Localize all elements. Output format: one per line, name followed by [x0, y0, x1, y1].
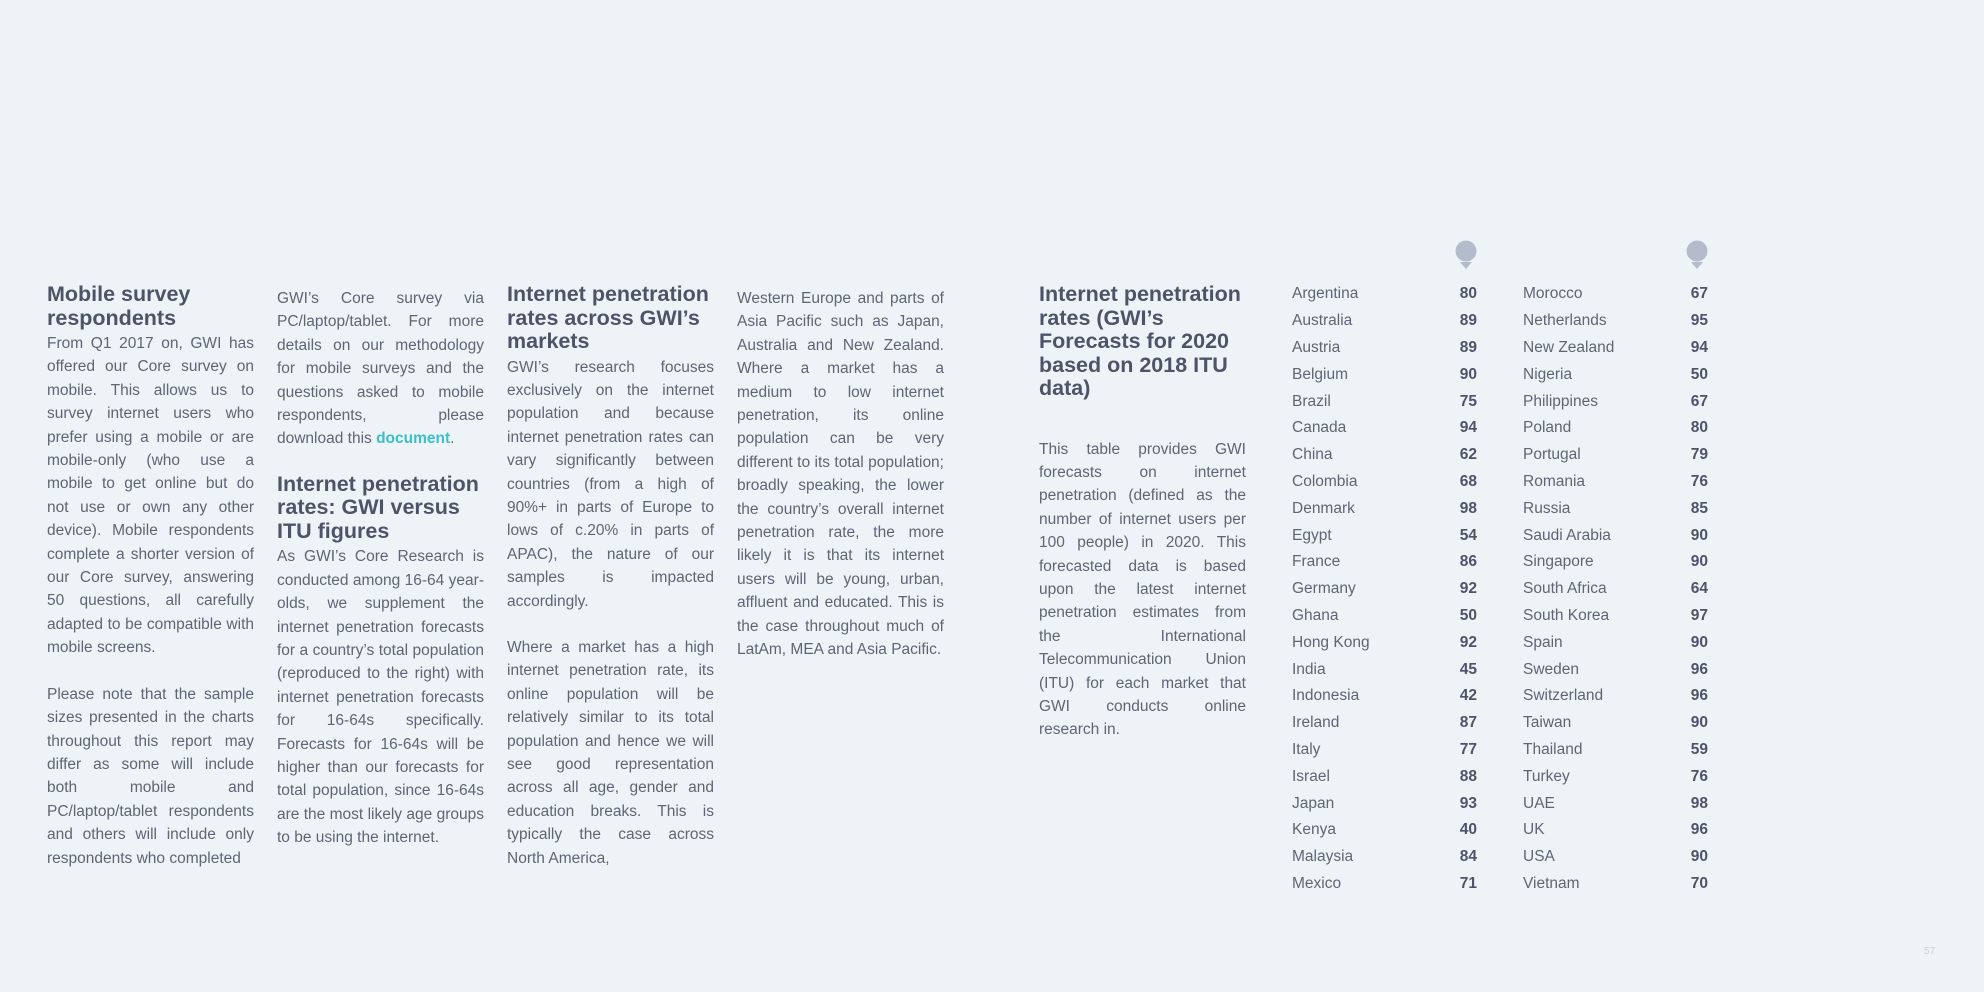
- table-row: [1523, 442, 1708, 469]
- country-name: New Zealand: [1523, 338, 1615, 356]
- penetration-value: 97: [1690, 606, 1708, 624]
- country-name: Switzerland: [1523, 687, 1604, 705]
- penetration-value: 84: [1459, 848, 1477, 866]
- penetration-value: 89: [1459, 312, 1477, 330]
- country-name: Ireland: [1292, 714, 1340, 732]
- penetration-value: 59: [1690, 740, 1708, 758]
- country-name: Australia: [1292, 312, 1353, 330]
- penetration-value: 50: [1690, 365, 1708, 383]
- table-row: [1523, 549, 1708, 576]
- country-name: UAE: [1523, 794, 1555, 812]
- table-row: [1523, 817, 1708, 844]
- table-row: [1292, 281, 1477, 308]
- penetration-value: 93: [1459, 794, 1477, 812]
- table-row: [1523, 763, 1708, 790]
- country-name: Philippines: [1523, 392, 1598, 410]
- penetration-value: 77: [1459, 740, 1477, 758]
- country-name: Malaysia: [1292, 848, 1354, 866]
- penetration-table-left: [1292, 281, 1477, 897]
- table-row: [1292, 629, 1477, 656]
- country-name: Mexico: [1292, 874, 1342, 892]
- country-name: Argentina: [1292, 285, 1359, 303]
- penetration-value: 67: [1690, 392, 1708, 410]
- table-row: [1292, 683, 1477, 710]
- country-name: Hong Kong: [1292, 633, 1370, 651]
- country-name: Denmark: [1292, 499, 1355, 517]
- penetration-value: 68: [1459, 472, 1477, 490]
- country-name: Poland: [1523, 419, 1572, 437]
- table-row: [1292, 495, 1477, 522]
- forecasts-paragraph: This table provides GWI forecasts on internet penetration (defined as the number of internet users per 100 people) in 2020. This forecasted data is based upon the latest internet penetration estimates from the International Telecommunication Union (ITU) for each market that GWI conducts online research in.: [1039, 440, 1246, 739]
- core-survey-text-end: .: [450, 430, 455, 448]
- penetration-value: 92: [1459, 633, 1477, 651]
- table-row: [1523, 281, 1708, 308]
- penetration-value: 42: [1459, 687, 1477, 705]
- penetration-value: 90: [1690, 714, 1708, 732]
- markets-paragraph-1: GWI’s research focuses exclusively on the internet population and because internet penetration rates can vary significantly between countries (from a high of 90%+ in parts of Europe to lows of c.20% in parts of APAC), the nature of our samples is impacted accordingly.: [507, 358, 714, 610]
- table-row: [1292, 388, 1477, 415]
- table-row: [1523, 683, 1708, 710]
- penetration-value: 62: [1459, 446, 1477, 464]
- table-row: [1292, 522, 1477, 549]
- table-row: [1292, 603, 1477, 630]
- country-name: Belgium: [1292, 365, 1348, 383]
- table-row: [1523, 790, 1708, 817]
- table-row: [1523, 576, 1708, 603]
- gwi-vs-itu-section: [277, 287, 484, 850]
- country-name: Italy: [1292, 740, 1321, 758]
- penetration-value: 94: [1459, 419, 1477, 437]
- core-survey-text: GWI’s Core survey via PC/laptop/tablet. For more details on our methodology for mobile surveys and the questions asked to mobile respondents, please download this: [277, 290, 484, 448]
- penetration-value: 85: [1690, 499, 1708, 517]
- country-name: Austria: [1292, 338, 1341, 356]
- table-row: [1292, 415, 1477, 442]
- table-row: [1292, 576, 1477, 603]
- table-row: [1292, 763, 1477, 790]
- gwi-vs-itu-heading: Internet penetration rates: GWI versus ITU figures: [277, 471, 479, 543]
- penetration-value: 86: [1459, 553, 1477, 571]
- country-name: USA: [1523, 848, 1555, 866]
- table-row: [1523, 308, 1708, 335]
- table-row: [1292, 656, 1477, 683]
- table-row: [1523, 871, 1708, 898]
- penetration-value: 50: [1459, 606, 1477, 624]
- document-link[interactable]: document: [376, 430, 451, 448]
- table-row: [1292, 335, 1477, 362]
- table-row: [1292, 549, 1477, 576]
- table-row: [1523, 629, 1708, 656]
- country-name: Morocco: [1523, 285, 1583, 303]
- country-name: South Korea: [1523, 606, 1610, 624]
- country-name: Brazil: [1292, 392, 1331, 410]
- markets-continuation-paragraph: Western Europe and parts of Asia Pacific such as Japan, Australia and New Zealand. Where a market has a medium to low internet penetration, its online population can be very different to its total population; broadly speaking, the lower the country’s overall internet penetration rate, the more likely it is that its internet users will be young, urban, affluent and educated. This is the case throughout much of LatAm, MEA and Asia Pacific.: [737, 290, 944, 659]
- mobile-respondents-section: [47, 283, 254, 870]
- penetration-value: 90: [1690, 633, 1708, 651]
- markets-continuation-section: [737, 287, 944, 662]
- penetration-value: 76: [1690, 472, 1708, 490]
- penetration-value: 98: [1459, 499, 1477, 517]
- penetration-value: 70: [1690, 874, 1708, 892]
- penetration-value: 75: [1459, 392, 1477, 410]
- penetration-value: 98: [1690, 794, 1708, 812]
- country-name: Colombia: [1292, 472, 1358, 490]
- country-name: Thailand: [1523, 740, 1583, 758]
- penetration-value: 79: [1690, 446, 1708, 464]
- country-name: Spain: [1523, 633, 1563, 651]
- page-number: 57: [1924, 946, 1936, 957]
- country-name: Canada: [1292, 419, 1347, 437]
- country-name: Romania: [1523, 472, 1586, 490]
- penetration-value: 90: [1459, 365, 1477, 383]
- country-name: Portugal: [1523, 446, 1581, 464]
- table-row: [1292, 817, 1477, 844]
- mobile-respondents-paragraph-1: From Q1 2017 on, GWI has offered our Core survey on mobile. This allows us to survey internet users who prefer using a mobile or are mobile-only (who use a mobile to get online but do not use or own any other device). Mobile respondents complete a shorter version of our Core survey, answering 50 questions, all carefully adapted to be compatible with mobile screens.: [47, 335, 254, 657]
- penetration-value: 90: [1690, 553, 1708, 571]
- country-name: Taiwan: [1523, 714, 1572, 732]
- country-name: Vietnam: [1523, 874, 1580, 892]
- table-row: [1292, 844, 1477, 871]
- markets-heading: Internet penetration rates across GWI’s markets: [507, 282, 709, 353]
- table-row: [1292, 790, 1477, 817]
- penetration-value: 71: [1459, 874, 1477, 892]
- table-row: [1523, 469, 1708, 496]
- table-row: [1523, 656, 1708, 683]
- penetration-value: 94: [1690, 338, 1708, 356]
- country-name: Kenya: [1292, 821, 1336, 839]
- table-row: [1292, 308, 1477, 335]
- penetration-value: 89: [1459, 338, 1477, 356]
- mobile-respondents-heading: Mobile survey respondents: [47, 282, 191, 330]
- table-row: [1523, 495, 1708, 522]
- penetration-value: 90: [1690, 526, 1708, 544]
- forecasts-section: [1039, 283, 1246, 742]
- penetration-value: 88: [1459, 767, 1477, 785]
- location-pin-icon: [1454, 240, 1478, 270]
- penetration-value: 80: [1459, 285, 1477, 303]
- country-name: Ghana: [1292, 606, 1339, 624]
- country-name: Germany: [1292, 580, 1356, 598]
- penetration-value: 40: [1459, 821, 1477, 839]
- penetration-value: 64: [1690, 580, 1708, 598]
- mobile-respondents-paragraph-2: Please note that the sample sizes presented in the charts throughout this report may differ as some will include both mobile and PC/laptop/tablet respondents and others will include only respondents who completed: [47, 685, 254, 867]
- table-row: [1292, 361, 1477, 388]
- penetration-value: 95: [1690, 312, 1708, 330]
- table-row: [1292, 737, 1477, 764]
- penetration-value: 87: [1459, 714, 1477, 732]
- gwi-vs-itu-paragraph: As GWI’s Core Research is conducted among 16-64 year-olds, we supplement the internet penetration forecasts for a country’s total population (reproduced to the right) with internet penetration forecasts for 16-64s specifically. Forecasts for 16-64s will be higher than our forecasts for total population, since 16-64s are the most likely age groups to be using the internet.: [277, 548, 484, 847]
- table-row: [1292, 710, 1477, 737]
- penetration-value: 90: [1690, 848, 1708, 866]
- table-row: [1292, 469, 1477, 496]
- country-name: India: [1292, 660, 1326, 678]
- penetration-value: 92: [1459, 580, 1477, 598]
- country-name: Israel: [1292, 767, 1330, 785]
- country-name: Russia: [1523, 499, 1571, 517]
- country-name: Netherlands: [1523, 312, 1607, 330]
- core-survey-paragraph: [277, 287, 484, 451]
- table-row: [1292, 871, 1477, 898]
- penetration-value: 76: [1690, 767, 1708, 785]
- table-row: [1523, 844, 1708, 871]
- penetration-value: 67: [1690, 285, 1708, 303]
- penetration-value: 96: [1690, 821, 1708, 839]
- country-name: France: [1292, 553, 1341, 571]
- table-row: [1523, 361, 1708, 388]
- markets-section: [507, 283, 714, 870]
- country-name: China: [1292, 446, 1333, 464]
- country-name: Nigeria: [1523, 365, 1573, 383]
- country-name: Saudi Arabia: [1523, 526, 1611, 544]
- table-row: [1523, 388, 1708, 415]
- penetration-value: 45: [1459, 660, 1477, 678]
- country-name: Egypt: [1292, 526, 1332, 544]
- table-row: [1523, 710, 1708, 737]
- country-name: Japan: [1292, 794, 1335, 812]
- table-row: [1523, 335, 1708, 362]
- location-pin-icon: [1685, 240, 1709, 270]
- penetration-value: 80: [1690, 419, 1708, 437]
- forecasts-heading: Internet penetration rates (GWI’s Forecasts for 2020 based on 2018 ITU data): [1039, 282, 1241, 400]
- table-row: [1523, 603, 1708, 630]
- table-row: [1523, 415, 1708, 442]
- penetration-table-right: [1523, 281, 1708, 897]
- penetration-value: 96: [1690, 660, 1708, 678]
- country-name: South Africa: [1523, 580, 1607, 598]
- country-name: UK: [1523, 821, 1545, 839]
- markets-paragraph-2: Where a market has a high internet penetration rate, its online population will be relatively similar to its total population and hence we will see good representation across all age, gender and education breaks. This is typically the case across North America,: [507, 638, 714, 867]
- country-name: Indonesia: [1292, 687, 1360, 705]
- country-name: Turkey: [1523, 767, 1570, 785]
- penetration-value: 54: [1459, 526, 1477, 544]
- table-row: [1292, 442, 1477, 469]
- table-row: [1523, 737, 1708, 764]
- table-row: [1523, 522, 1708, 549]
- penetration-value: 96: [1690, 687, 1708, 705]
- country-name: Sweden: [1523, 660, 1580, 678]
- country-name: Singapore: [1523, 553, 1594, 571]
